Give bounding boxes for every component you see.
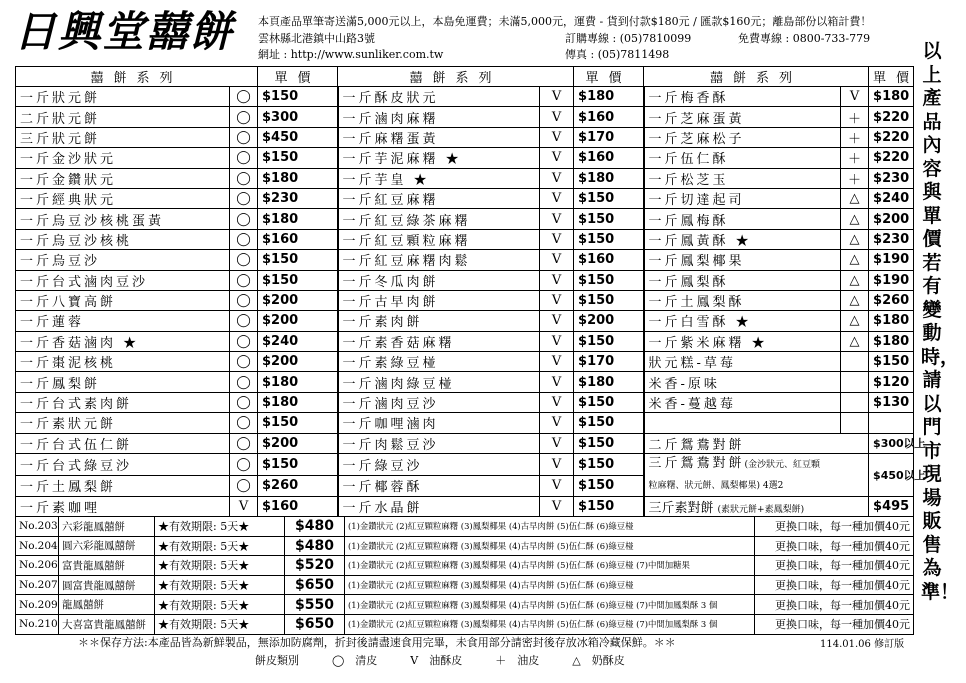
item-name: 一斤素狀元餅 bbox=[16, 413, 230, 433]
item-price: $230 bbox=[869, 229, 914, 249]
crust-symbol: V bbox=[540, 229, 574, 249]
item-name: 一斤滷肉麻糬 bbox=[338, 107, 540, 127]
item-price: $150 bbox=[574, 413, 644, 433]
item-price: $230 bbox=[258, 188, 338, 208]
website-link[interactable]: 網址 : http://www.sunliker.com.tw bbox=[258, 48, 444, 61]
item-price: $150 bbox=[574, 188, 644, 208]
item-price: $495 bbox=[869, 497, 914, 517]
crust-symbol: V bbox=[540, 250, 574, 270]
item-name: 一斤紅豆麻糬 bbox=[338, 188, 540, 208]
item-note: (金沙狀元、紅豆顆 bbox=[744, 460, 821, 471]
item-price: $200 bbox=[258, 290, 338, 310]
item-name: 一斤芝麻松子 bbox=[644, 127, 841, 147]
item-name: 一斤烏豆沙核桃 bbox=[16, 229, 230, 249]
item-price: $150 bbox=[258, 87, 338, 107]
table-row bbox=[16, 148, 914, 168]
crust-symbol: △ bbox=[841, 290, 869, 310]
item-price: $300 bbox=[258, 107, 338, 127]
combo-row bbox=[16, 614, 914, 634]
item-name: 一斤蓮蓉 bbox=[16, 311, 230, 331]
crust-symbol: ◯ bbox=[230, 352, 258, 372]
item-price: $170 bbox=[574, 352, 644, 372]
table-row bbox=[16, 127, 914, 147]
crust-symbol bbox=[841, 372, 869, 392]
table-row bbox=[16, 188, 914, 208]
combo-contents: (1)金鑽狀元 (2)紅豆顆粒麻糬 (3)鳳梨椰果 (4)古早肉餅 (5)伍仁酥 (6)綠豆椪 (7)中間加鳳梨酥 3 個 bbox=[345, 595, 755, 615]
item-price: $150 bbox=[258, 250, 338, 270]
crust-symbol bbox=[841, 413, 869, 433]
crust-symbol: ◯ bbox=[230, 188, 258, 208]
item-price: $150 bbox=[869, 352, 914, 372]
combo-contents: (1)金鑽狀元 (2)紅豆顆粒麻糬 (3)鳳梨椰果 (4)古早肉餅 (5)伍仁酥 (6)綠豆椪 (7)中間加鳳梨酥 3 個 bbox=[345, 614, 755, 634]
item-price: $220 bbox=[869, 148, 914, 168]
combo-row bbox=[16, 536, 914, 556]
item-price: $150 bbox=[574, 331, 644, 351]
item-name: 一斤鳳黃酥 ★ bbox=[644, 229, 841, 249]
combo-expiry: ★有效期限: 5天★ bbox=[155, 517, 285, 537]
crust-symbol: ◯ bbox=[230, 372, 258, 392]
item-name: 一斤古早肉餅 bbox=[338, 290, 540, 310]
crust-symbol: △ bbox=[841, 270, 869, 290]
item-price: $180 bbox=[574, 168, 644, 188]
item-name: 一斤台式滷肉豆沙 bbox=[16, 270, 230, 290]
item-price: $200 bbox=[869, 209, 914, 229]
item-name: 一斤台式綠豆沙 bbox=[16, 454, 230, 476]
item-price: $130 bbox=[869, 392, 914, 412]
item-price: $180 bbox=[258, 392, 338, 412]
price-table bbox=[15, 66, 926, 517]
combo-name: 大喜富貴龍鳳囍餅 bbox=[59, 614, 155, 634]
combo-row bbox=[16, 517, 914, 537]
item-name: 一斤鳳梨餅 bbox=[16, 372, 230, 392]
combo-price: $480 bbox=[285, 517, 345, 537]
combo-name: 龍鳳囍餅 bbox=[59, 595, 155, 615]
column-header-name: 囍餅系列 bbox=[644, 67, 869, 87]
crust-symbol: V bbox=[540, 413, 574, 433]
item-name: 狀元糕-草莓 bbox=[644, 352, 841, 372]
item-price: $150 bbox=[258, 270, 338, 290]
item-name: 一斤香菇滷肉 ★ bbox=[16, 331, 230, 351]
combo-price: $650 bbox=[285, 575, 345, 595]
item-name: 一斤紅豆顆粒麻糬 bbox=[338, 229, 540, 249]
crust-symbol: V bbox=[540, 331, 574, 351]
item-note: 粒麻糬、狀元餅、鳳梨椰果) 4選2 bbox=[648, 481, 784, 492]
combo-upcharge: 更換口味，每一種加價40元 bbox=[755, 595, 914, 615]
crust-symbol: V bbox=[540, 497, 574, 517]
item-name: 一斤烏豆沙核桃蛋黃 bbox=[16, 209, 230, 229]
item-price bbox=[869, 413, 914, 433]
column-header-price: 單價 bbox=[869, 67, 914, 87]
item-price: $150 bbox=[574, 497, 644, 517]
table-row bbox=[16, 413, 914, 433]
item-name bbox=[644, 497, 869, 517]
item-price: $150 bbox=[574, 229, 644, 249]
storage-note: ＊＊保存方法:本產品皆為新鮮製品，無添加防腐劑，折封後請盡速食用完畢，未食用部分請密封後存放冰箱冷藏保鮮。＊＊ bbox=[78, 636, 676, 649]
item-price: $230 bbox=[869, 168, 914, 188]
crust-symbol: ◯ bbox=[230, 87, 258, 107]
combo-name: 六彩龍鳳囍餅 bbox=[59, 517, 155, 537]
crust-symbol: ◯ bbox=[230, 331, 258, 351]
item-name: 一斤經典狀元 bbox=[16, 188, 230, 208]
item-name: 一斤滷肉豆沙 bbox=[338, 392, 540, 412]
combo-contents: (1)金鑽狀元 (2)紅豆顆粒麻糬 (3)鳳梨椰果 (4)古早肉餅 (5)伍仁酥 (6)綠豆椪 bbox=[345, 517, 755, 537]
crust-symbol: △ bbox=[841, 311, 869, 331]
item-price: $150 bbox=[574, 209, 644, 229]
item-price: $450以上 bbox=[869, 454, 914, 497]
crust-symbol: V bbox=[540, 311, 574, 331]
crust-symbol: V bbox=[540, 87, 574, 107]
crust-symbol: ◯ bbox=[230, 148, 258, 168]
crust-symbol: △ bbox=[841, 229, 869, 249]
crust-symbol: V bbox=[540, 270, 574, 290]
crust-symbol: V bbox=[540, 209, 574, 229]
combo-number: No.210 bbox=[16, 614, 59, 634]
item-name: 一斤芝麻蛋黃 bbox=[644, 107, 841, 127]
version-label: 114.01.06 修訂版 bbox=[820, 639, 905, 650]
crust-symbol: △ bbox=[841, 250, 869, 270]
crust-symbol: ＋ bbox=[841, 107, 869, 127]
combo-table bbox=[15, 516, 914, 635]
item-name: 一斤滷肉綠豆椪 bbox=[338, 372, 540, 392]
crust-symbol: V bbox=[540, 290, 574, 310]
item-name: 一斤棗泥核桃 bbox=[16, 352, 230, 372]
combo-name: 圓六彩龍鳳囍餅 bbox=[59, 536, 155, 556]
crust-symbol: △ bbox=[841, 209, 869, 229]
crust-symbol: V bbox=[540, 352, 574, 372]
item-note: (素狀元餅+素鳳梨餅) bbox=[717, 505, 805, 516]
item-name: 一斤椰蓉酥 bbox=[338, 475, 540, 497]
item-price: $190 bbox=[869, 250, 914, 270]
crust-symbol: ◯ bbox=[230, 454, 258, 476]
combo-expiry: ★有效期限: 5天★ bbox=[155, 536, 285, 556]
item-name: 一斤鳳梨酥 bbox=[644, 270, 841, 290]
combo-expiry: ★有效期限: 5天★ bbox=[155, 614, 285, 634]
combo-number: No.209 bbox=[16, 595, 59, 615]
item-name: 一斤鳳梅酥 bbox=[644, 209, 841, 229]
item-price: $200 bbox=[258, 311, 338, 331]
table-row bbox=[16, 392, 914, 412]
item-name: 一斤狀元餅 bbox=[16, 87, 230, 107]
combo-number: No.204 bbox=[16, 536, 59, 556]
item-price: $180 bbox=[574, 87, 644, 107]
table-row bbox=[16, 107, 914, 127]
combo-row bbox=[16, 595, 914, 615]
table-header bbox=[16, 67, 914, 87]
item-name: 米香-蔓越莓 bbox=[644, 392, 841, 412]
crust-symbol: V bbox=[841, 87, 869, 107]
table-row bbox=[16, 372, 914, 392]
shipping-notice: 本頁產品單筆寄送滿5,000元以上，本島免運費；未滿5,000元，運費 - 貨到付款$180元 / 匯款$160元；離島部份以箱計費！ bbox=[258, 15, 872, 28]
table-row bbox=[16, 311, 914, 331]
item-name bbox=[644, 413, 841, 433]
item-price: $220 bbox=[869, 107, 914, 127]
crust-symbol: V bbox=[540, 372, 574, 392]
crust-symbol: △ bbox=[841, 188, 869, 208]
item-price: $120 bbox=[869, 372, 914, 392]
item-price: $160 bbox=[574, 107, 644, 127]
combo-number: No.203 bbox=[16, 517, 59, 537]
combo-price: $480 bbox=[285, 536, 345, 556]
item-price: $200 bbox=[258, 352, 338, 372]
brand-logo: 日興堂囍餅 bbox=[14, 7, 235, 56]
crust-symbol bbox=[841, 392, 869, 412]
item-name: 三斤狀元餅 bbox=[16, 127, 230, 147]
item-price: $150 bbox=[574, 475, 644, 497]
item-name: 一斤酥皮狀元 bbox=[338, 87, 540, 107]
crust-symbol: △ bbox=[841, 331, 869, 351]
item-name: 一斤烏豆沙 bbox=[16, 250, 230, 270]
item-price: $150 bbox=[574, 270, 644, 290]
combo-price: $650 bbox=[285, 614, 345, 634]
item-price: $240 bbox=[869, 188, 914, 208]
crust-symbol: ◯ bbox=[230, 475, 258, 497]
table-row bbox=[16, 433, 914, 453]
item-name bbox=[644, 454, 869, 497]
column-header-price: 單價 bbox=[574, 67, 644, 87]
crust-symbol: ◯ bbox=[230, 290, 258, 310]
table-row bbox=[16, 209, 914, 229]
combo-row bbox=[16, 556, 914, 576]
crust-symbol: V bbox=[540, 188, 574, 208]
combo-upcharge: 更換口味，每一種加價40元 bbox=[755, 517, 914, 537]
crust-symbol: V bbox=[540, 107, 574, 127]
item-name: 一斤土鳳梨餅 bbox=[16, 475, 230, 497]
item-price: $160 bbox=[574, 250, 644, 270]
item-name: 一斤松芝玉 bbox=[644, 168, 841, 188]
crust-symbol: V bbox=[540, 475, 574, 497]
item-price: $150 bbox=[574, 454, 644, 476]
free-phone: 免費專線 : 0800-733-779 bbox=[738, 32, 871, 45]
item-name: 一斤紅豆麻糬肉鬆 bbox=[338, 250, 540, 270]
crust-symbol: V bbox=[540, 454, 574, 476]
item-price: $450 bbox=[258, 127, 338, 147]
combo-name: 富貴龍鳳囍餅 bbox=[59, 556, 155, 576]
item-price: $200 bbox=[574, 311, 644, 331]
item-price: $180 bbox=[258, 209, 338, 229]
item-name: 一斤台式素肉餅 bbox=[16, 392, 230, 412]
crust-symbol: ◯ bbox=[230, 229, 258, 249]
item-price: $240 bbox=[258, 331, 338, 351]
item-price: $180 bbox=[574, 372, 644, 392]
item-name-text: 三斤鴛鴦對餅 bbox=[648, 456, 745, 472]
item-price: $300以上 bbox=[869, 433, 914, 453]
order-phone: 訂購專線 : (05)7810099 bbox=[565, 32, 692, 45]
item-name: 一斤素肉餅 bbox=[338, 311, 540, 331]
combo-upcharge: 更換口味，每一種加價40元 bbox=[755, 556, 914, 576]
item-price: $150 bbox=[574, 290, 644, 310]
crust-symbol bbox=[841, 352, 869, 372]
combo-expiry: ★有效期限: 5天★ bbox=[155, 595, 285, 615]
item-name: 一斤紫米麻糬 ★ bbox=[644, 331, 841, 351]
item-name: 一斤鳳梨椰果 bbox=[644, 250, 841, 270]
item-name: 一斤綠豆沙 bbox=[338, 454, 540, 476]
item-price: $170 bbox=[574, 127, 644, 147]
table-row bbox=[16, 250, 914, 270]
table-row bbox=[16, 454, 914, 476]
crust-symbol: ◯ bbox=[230, 433, 258, 453]
item-price: $150 bbox=[258, 454, 338, 476]
combo-price: $550 bbox=[285, 595, 345, 615]
combo-row bbox=[16, 575, 914, 595]
item-price: $180 bbox=[869, 331, 914, 351]
item-name: 一斤梅香酥 bbox=[644, 87, 841, 107]
table-row bbox=[16, 229, 914, 249]
combo-expiry: ★有效期限: 5天★ bbox=[155, 575, 285, 595]
item-price: $150 bbox=[574, 392, 644, 412]
combo-number: No.207 bbox=[16, 575, 59, 595]
combo-upcharge: 更換口味，每一種加價40元 bbox=[755, 614, 914, 634]
item-name: 一斤咖哩滷肉 bbox=[338, 413, 540, 433]
table-row bbox=[16, 87, 914, 107]
crust-symbol: ◯ bbox=[230, 250, 258, 270]
crust-symbol: V bbox=[540, 392, 574, 412]
combo-number: No.206 bbox=[16, 556, 59, 576]
item-name: 一斤素咖哩 bbox=[16, 497, 230, 517]
combo-upcharge: 更換口味，每一種加價40元 bbox=[755, 575, 914, 595]
crust-symbol: ◯ bbox=[230, 311, 258, 331]
crust-symbol: ◯ bbox=[230, 413, 258, 433]
item-price: $190 bbox=[869, 270, 914, 290]
column-header-name: 囍餅系列 bbox=[16, 67, 258, 87]
combo-upcharge: 更換口味，每一種加價40元 bbox=[755, 536, 914, 556]
table-row bbox=[16, 270, 914, 290]
item-name: 二斤鴛鴦對餅 bbox=[644, 433, 869, 453]
table-row bbox=[16, 290, 914, 310]
item-price: $180 bbox=[258, 168, 338, 188]
crust-symbol: ＋ bbox=[841, 148, 869, 168]
item-price: $150 bbox=[258, 413, 338, 433]
item-name: 一斤台式伍仁餅 bbox=[16, 433, 230, 453]
item-name: 一斤冬瓜肉餅 bbox=[338, 270, 540, 290]
item-name: 一斤芋皇 ★ bbox=[338, 168, 540, 188]
item-price: $160 bbox=[258, 229, 338, 249]
combo-name: 圓富貴龍鳳囍餅 bbox=[59, 575, 155, 595]
combo-expiry: ★有效期限: 5天★ bbox=[155, 556, 285, 576]
crust-symbol: V bbox=[540, 168, 574, 188]
item-name: 二斤狀元餅 bbox=[16, 107, 230, 127]
crust-symbol: ◯ bbox=[230, 270, 258, 290]
item-name: 一斤芋泥麻糬 ★ bbox=[338, 148, 540, 168]
crust-symbol: ＋ bbox=[841, 127, 869, 147]
table-row bbox=[16, 352, 914, 372]
table-row bbox=[16, 331, 914, 351]
crust-symbol: ◯ bbox=[230, 107, 258, 127]
crust-legend: 餅皮類別 ◯ 清皮 V 油酥皮 ＋ 油皮 △ 奶酥皮 bbox=[255, 654, 625, 667]
crust-symbol: ◯ bbox=[230, 209, 258, 229]
item-price: $260 bbox=[258, 475, 338, 497]
item-price: $220 bbox=[869, 127, 914, 147]
crust-symbol: ＋ bbox=[841, 168, 869, 188]
item-name: 一斤素綠豆椪 bbox=[338, 352, 540, 372]
item-price: $180 bbox=[869, 87, 914, 107]
side-notice: 以上產品內容與單價若有變動時，請以門市現場販售為準！ bbox=[921, 40, 960, 603]
item-name: 一斤金沙狀元 bbox=[16, 148, 230, 168]
column-header-name: 囍餅系列 bbox=[338, 67, 574, 87]
crust-symbol: ◯ bbox=[230, 127, 258, 147]
item-name: 一斤土鳳梨酥 bbox=[644, 290, 841, 310]
item-name: 一斤肉鬆豆沙 bbox=[338, 433, 540, 453]
combo-contents: (1)金鑽狀元 (2)紅豆顆粒麻糬 (3)鳳梨椰果 (4)古早肉餅 (5)伍仁酥 (6)綠豆椪 bbox=[345, 536, 755, 556]
crust-symbol: ◯ bbox=[230, 168, 258, 188]
item-name: 一斤白雪酥 ★ bbox=[644, 311, 841, 331]
combo-price: $520 bbox=[285, 556, 345, 576]
column-header-price: 單價 bbox=[258, 67, 338, 87]
item-price: $180 bbox=[258, 372, 338, 392]
item-price: $150 bbox=[258, 148, 338, 168]
item-name-text: 三斤素對餅 bbox=[648, 501, 714, 517]
table-row bbox=[16, 168, 914, 188]
crust-symbol: V bbox=[540, 127, 574, 147]
crust-symbol: V bbox=[540, 148, 574, 168]
item-name: 一斤素香菇麻糬 bbox=[338, 331, 540, 351]
item-price: $200 bbox=[258, 433, 338, 453]
crust-symbol: V bbox=[230, 497, 258, 517]
item-name: 一斤金鑽狀元 bbox=[16, 168, 230, 188]
item-price: $150 bbox=[574, 433, 644, 453]
item-price: $160 bbox=[574, 148, 644, 168]
store-address: 雲林縣北港鎮中山路3號 bbox=[258, 32, 375, 45]
item-name: 一斤伍仁酥 bbox=[644, 148, 841, 168]
item-name: 一斤八寶高餅 bbox=[16, 290, 230, 310]
item-name: 一斤紅豆綠茶麻糬 bbox=[338, 209, 540, 229]
combo-contents: (1)金鑽狀元 (2)紅豆顆粒麻糬 (3)鳳梨椰果 (4)古早肉餅 (5)伍仁酥 (6)綠豆椪 (7)中間加糖果 bbox=[345, 556, 755, 576]
item-name: 米香-原味 bbox=[644, 372, 841, 392]
table-row bbox=[16, 497, 914, 517]
item-name: 一斤麻糬蛋黃 bbox=[338, 127, 540, 147]
item-price: $180 bbox=[869, 311, 914, 331]
crust-symbol: V bbox=[540, 433, 574, 453]
item-name: 一斤水晶餅 bbox=[338, 497, 540, 517]
crust-symbol: ◯ bbox=[230, 392, 258, 412]
item-price: $260 bbox=[869, 290, 914, 310]
item-price: $160 bbox=[258, 497, 338, 517]
fax-number: 傳真 : (05)7811498 bbox=[565, 48, 670, 61]
item-name: 一斤切達起司 bbox=[644, 188, 841, 208]
combo-contents: (1)金鑽狀元 (2)紅豆顆粒麻糬 (3)鳳梨椰果 (4)古早肉餅 (5)伍仁酥 (6)綠豆椪 bbox=[345, 575, 755, 595]
